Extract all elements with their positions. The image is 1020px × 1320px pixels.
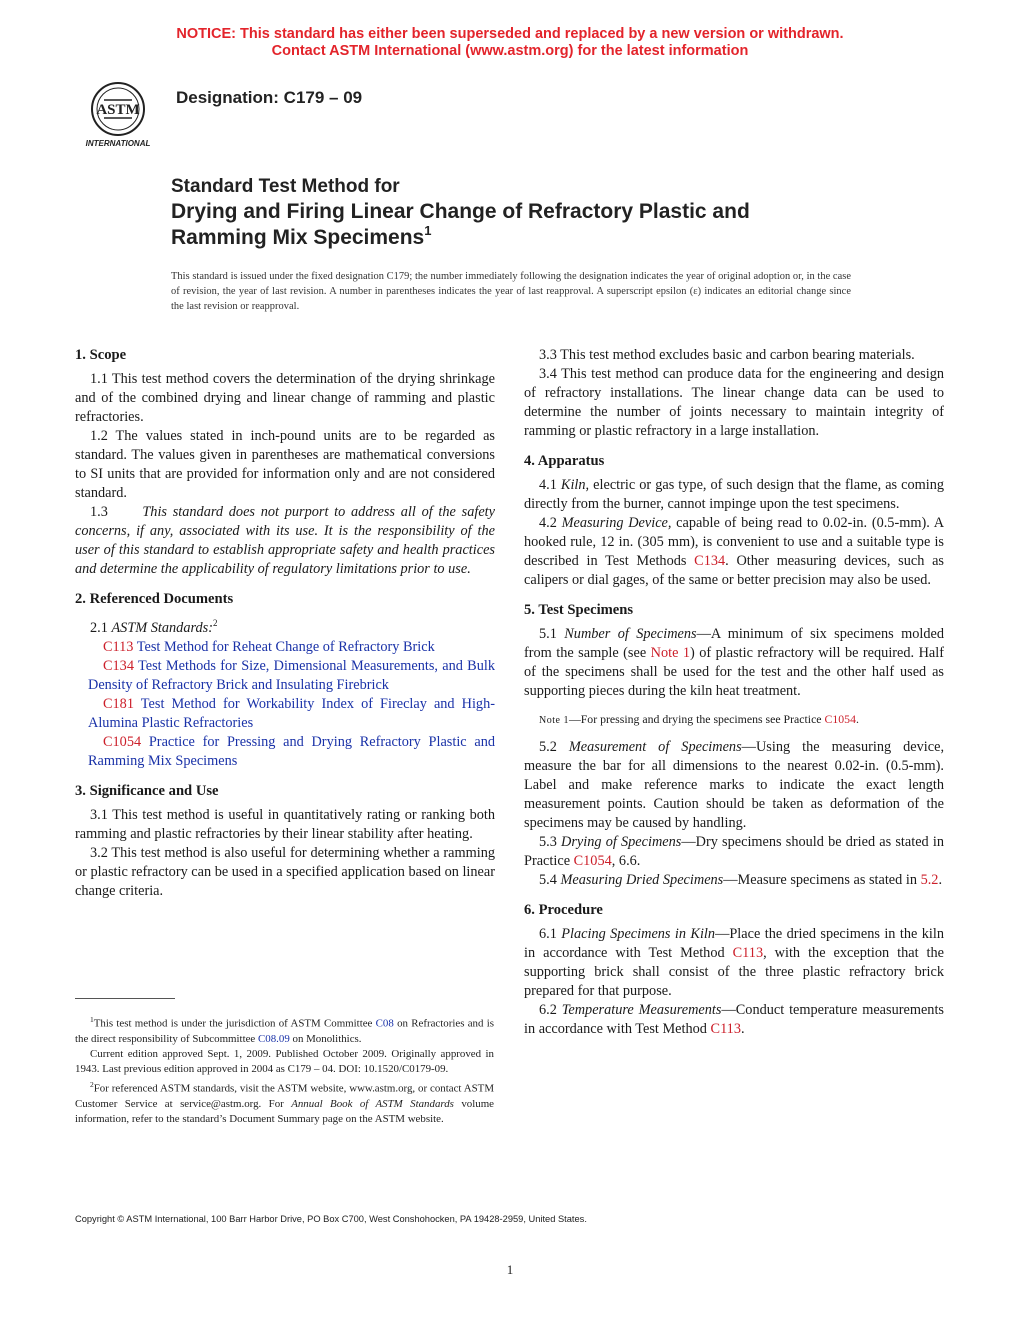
reference-link-c113[interactable]: C113 Test Method for Reheat Change of Refractory Brick [103,638,435,655]
page-number: 1 [506,1262,514,1277]
link-c1054[interactable]: C1054 [573,853,612,869]
section-heading-test-specimens: 5. Test Specimens [524,602,634,618]
notice-line-2: Contact ASTM International (www.astm.org) for the latest information [271,43,749,59]
paragraph-6-1: 6.1 Placing Specimens in Kiln—Place the dried specimens in the kiln in accordance with Test Method C113, with the exception that the supporting brick shall consist of the three plastic refractory brick prepared for that purpose. [524,926,945,999]
designation: Designation: C179 – 09 [176,88,363,107]
paragraph-1-1: 1.1 This test method covers the determination of the drying shrinkage and of the combined drying and linear change of ramming and plastic refractories. [75,371,495,425]
paragraph-4-2: 4.2 Measuring Device, capable of being read to 0.02-in. (0.5-mm). A hooked rule, 12 in. (305 mm), is convenient to use and a suitable type is described in Test Methods C134. Other measuring devices, such as calipers or dial gages, of the same or better precision may also be used. [524,515,945,588]
footnote-1-edition: Current edition approved Sept. 1, 2009. Published October 2009. Originally approved in 1943. Last previous edition approved in 2004 as C179 – 04. DOI: 10.1520/C0179-09. [75,1048,494,1076]
footnote-divider [75,998,175,999]
link-note-1[interactable]: Note 1 [650,645,691,661]
link-c134[interactable]: C134 [694,553,726,569]
note-1: Note 1—For pressing and drying the specimens see Practice C1054. [539,712,859,726]
paragraph-3-3: 3.3 This test method excludes basic and carbon bearing materials. [539,347,915,363]
paragraph-5-1: 5.1 Number of Specimens—A minimum of six specimens molded from the sample (see Note 1) of plastic refractory will be required. Half of the specimens shall be used for the test and the other half used as supporting pieces during the kiln heat treatment. [524,626,944,699]
paragraph-1-2: 1.2 The values stated in inch-pound units are to be regarded as standard. The values given in parentheses are mathematical conversions to SI units that are provided for information only and are not considered standard. [75,428,495,501]
reference-link-c1054[interactable]: C1054 Practice for Pressing and Drying Refractory Plastic and Ramming Mix Specimens [88,733,495,769]
link-c1054-note[interactable]: C1054 [824,712,856,726]
section-heading-apparatus: 4. Apparatus [524,453,605,469]
right-column [524,346,944,1039]
logo-lettering: ASTM [96,102,140,118]
withdrawal-notice [0,26,1020,60]
paragraph-5-2: 5.2 Measurement of Specimens—Using the measuring device, measure the bar for all dimensions to the nearest 0.02-in. (0.5-mm). Label and make reference marks to indicate the exact length measurement points. Caution should be taken as deformation of the specimens may be caused by handling. [524,739,945,831]
notice-line-1: NOTICE: This standard has either been superseded and replaced by a new version or withdrawn. [176,26,844,42]
astm-logo-icon [76,78,160,150]
section-heading-significance: 3. Significance and Use [75,782,219,799]
title-footnote-mark[interactable]: 1 [424,223,432,238]
designation-note: This standard is issued under the fixed designation C179; the number immediately following the designation indicates the year of original adoption or, in the case of revision, the year of last revision. A number in parentheses indicates the year of last reapproval. A superscript epsilon (ε) indicates an editorial change since the last revision or reapproval. [171,271,851,312]
paragraph-6-2: 6.2 Temperature Measurements—Conduct temperature measurements in accordance with Test Method C113. [524,1002,944,1037]
title-line-2: Drying and Firing Linear Change of Refractory Plastic and [171,200,750,223]
paragraph-3-4: 3.4 This test method can produce data for the engineering and design of refractory installations. The linear change data can be used to determine the number of joints necessary to maintain integrity of ramming or plastic refractory in a large installation. [524,366,944,439]
footnote-2: $^2$For referenced ASTM standards, visit the ASTM website, www.astm.org, or contact ASTM Customer Service at service@astm.org. For Annual Book of ASTM Standards volume information, refer to the standard’s Document Summary page on the ASTM website. [75,1080,494,1126]
paragraph-3-1: 3.1 This test method is useful in quantitatively rating or ranking both ramming and plastic refractories by their linear stability after heating. [75,806,495,842]
paragraph-4-1: 4.1 Kiln, electric or gas type, of such design that the flame, as coming directly from the burner, cannot impinge upon the test specimens. [524,477,945,512]
link-c08-09[interactable]: C08.09 [258,1032,290,1045]
link-5-2[interactable]: 5.2 [920,872,939,888]
link-c113-b[interactable]: C113 [710,1021,741,1037]
left-column [75,346,495,901]
paragraph-5-3: 5.3 Drying of Specimens—Dry specimens should be dried as stated in Practice C1054, 6.6. [524,834,944,869]
paragraph-5-4: 5.4 Measuring Dried Specimens—Measure specimens as stated in 5.2. [539,872,943,888]
reference-link-c134[interactable]: C134 Test Methods for Size, Dimensional Measurements, and Bulk Density of Refractory Brick and Insulating Firebrick [88,657,495,693]
logo-subtext: INTERNATIONAL [85,139,151,148]
paragraph-3-2: 3.2 This test method is also useful for determining whether a ramming or plastic refractory can be used in a specified application based on linear change criteria. [75,844,495,899]
section-heading-procedure: 6. Procedure [524,902,603,918]
section-heading-referenced-documents: 2. Referenced Documents [75,591,234,607]
title-line-3: Ramming Mix Specimens$^1$ [171,223,432,249]
reference-link-c181[interactable]: C181 Test Method for Workability Index of Fireclay and High-Alumina Plastic Refractories [88,695,495,731]
title-line-1: Standard Test Method for [171,176,400,197]
section-heading-scope: 1. Scope [75,347,127,363]
paragraph-1-3: 1.3 This standard does not purport to address all of the safety concerns, if any, associated with its use. It is the responsibility of the user of this standard to establish appropriate safety and health practices and determine the applicability of regulatory limitations prior to use. [75,504,495,577]
link-c08[interactable]: C08 [375,1017,394,1030]
link-c113[interactable]: C113 [732,945,764,961]
document-title [171,174,891,251]
copyright-line: Copyright © ASTM International, 100 Barr Harbor Drive, PO Box C700, West Conshohocken, PA 19428-2959, United States. [75,1214,587,1224]
paragraph-2-1: 2.1 ASTM Standards:$^2$ [90,618,218,636]
footnote-1: $^1$This test method is under the jurisdiction of ASTM Committee C08 on Refractories and is the direct responsibility of Subcommittee C08.09 on Monolithics. [75,1015,494,1045]
footnotes [75,1012,494,1128]
